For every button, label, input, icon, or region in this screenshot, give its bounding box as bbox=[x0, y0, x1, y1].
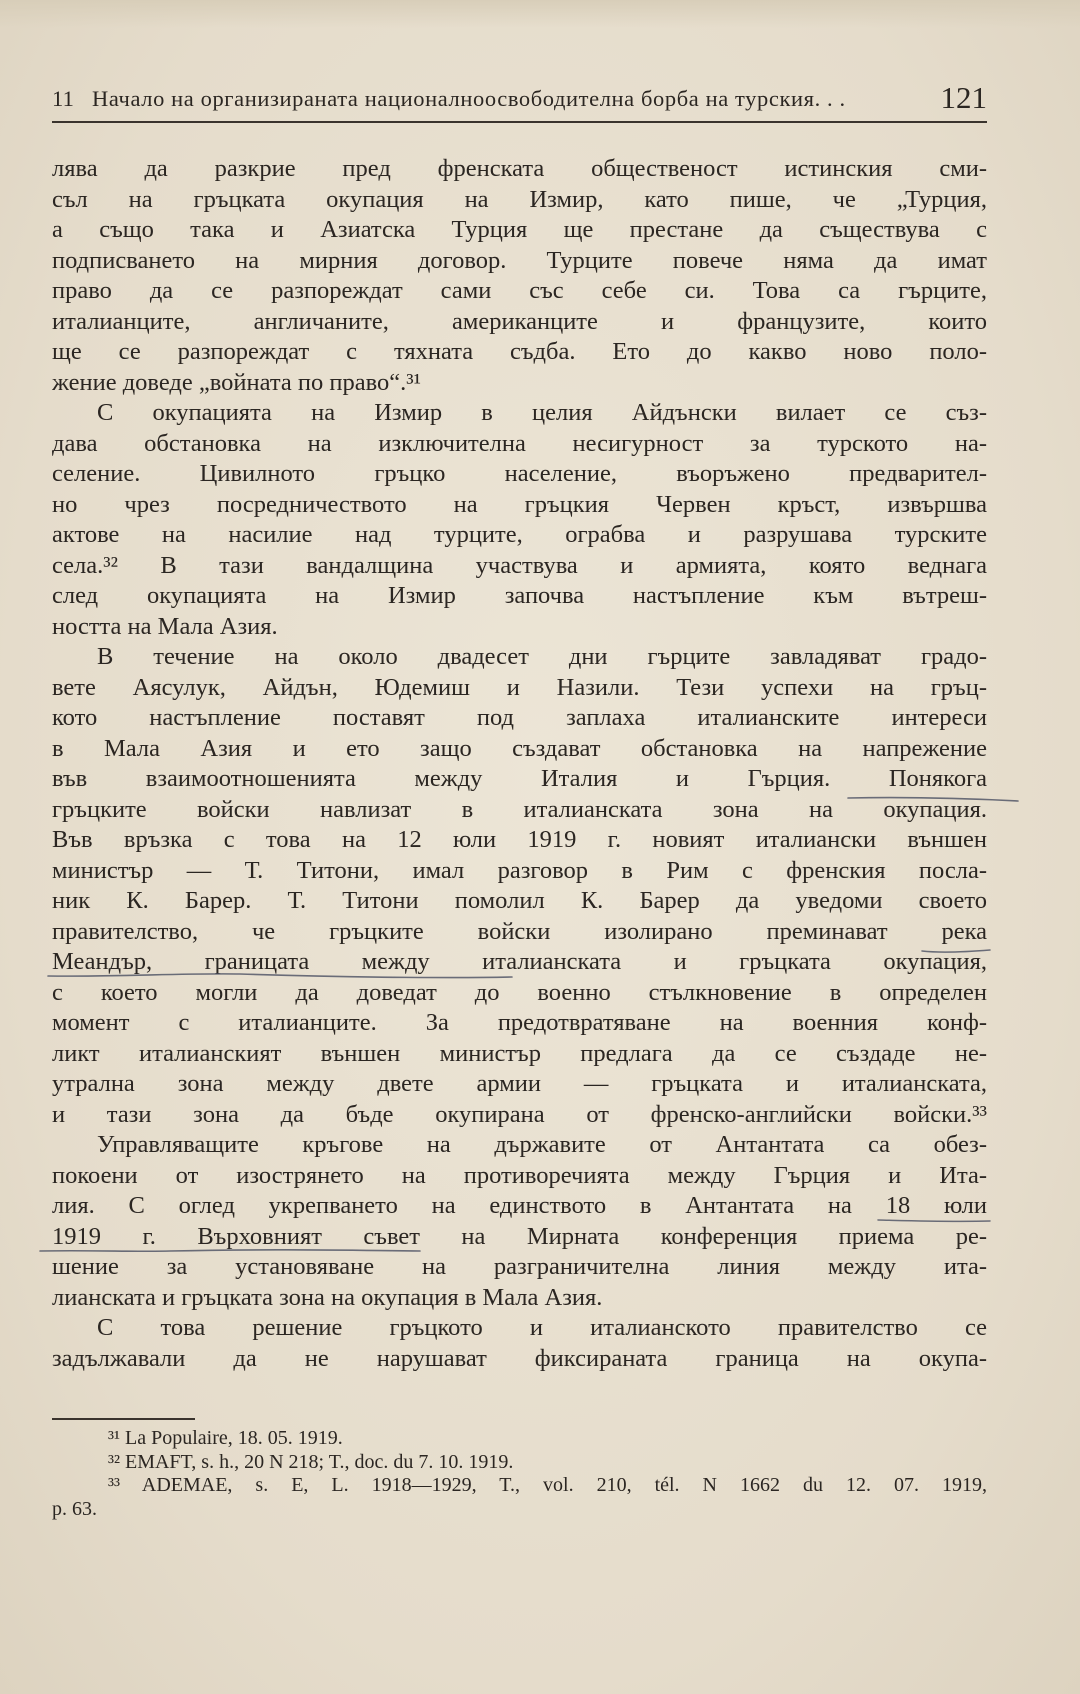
text-line: но чрез посредничеството на гръцкия Червен кръст, извършва bbox=[52, 490, 987, 518]
text-line: селение. Цивилното гръцко население, въоръжено предварител- bbox=[52, 460, 987, 487]
text-line: В течение на около двадесет дни гърците завладяват градо- bbox=[97, 643, 987, 670]
chapter-number: 11 bbox=[52, 86, 75, 111]
text-line: лява да разкрие пред френската общественост истинския сми- bbox=[52, 155, 987, 182]
text-line: села.³² В тази вандалщина участвува и армията, която веднага bbox=[52, 551, 987, 579]
text-line: гръцките войски навлизат в италианската зона на окупация. bbox=[52, 795, 987, 823]
text-line: задължавали да не нарушават фиксираната граница на окупа- bbox=[52, 1344, 987, 1372]
text-line: съл на гръцката окупация на Измир, като пише, че „Турция, bbox=[52, 185, 987, 213]
text-line: право да се разпореждат сами със себе си. Това са гърците, bbox=[52, 277, 987, 304]
page-number: 121 bbox=[940, 80, 987, 115]
text-line: италианците, англичаните, американците и французите, които bbox=[52, 307, 987, 335]
text-line: С окупацията на Измир в целия Айдънски вилает се съз- bbox=[97, 399, 987, 426]
pencil-underline-ponyakoga bbox=[848, 798, 1018, 801]
text-line: дава обстановка на изключителна несигурност за турското на- bbox=[52, 429, 987, 457]
text-line: момент с италианците. За предотвратяване на военния конф- bbox=[52, 1009, 987, 1036]
text-line: кото настъпление поставят под заплаха италианските интереси bbox=[52, 704, 987, 731]
text-line: във взаимоотношенията между Италия и Гърция. Понякога bbox=[52, 765, 987, 792]
text-line: С това решение гръцкото и италианското правителство се bbox=[97, 1314, 987, 1341]
text-line: Меандър, границата между италианската и гръцката окупация, bbox=[52, 948, 987, 975]
text-line: лианската и гръцката зона на окупация в Мала Азия. bbox=[52, 1283, 603, 1311]
text-line: министър — Т. Титони, имал разговор в Рим с френския посла- bbox=[52, 856, 987, 884]
text-line: ще се разпореждат с тяхната съдба. Ето до какво ново поло- bbox=[52, 338, 987, 365]
text-line: а също така и Азиатска Турция ще престане да съществува с bbox=[52, 216, 987, 243]
pencil-underline-1919 bbox=[40, 1250, 420, 1251]
text-line: в Мала Азия и ето защо създават обстановка на напрежение bbox=[52, 734, 987, 762]
text-line: подписването на мирния договор. Турците повече няма да имат bbox=[52, 246, 987, 274]
footnote-33-continued: p. 63. bbox=[52, 1497, 97, 1520]
text-line: лия. С оглед укрепването на единството в Антантата на 18 юли bbox=[52, 1192, 987, 1219]
footnotes bbox=[52, 1427, 987, 1521]
footnote-32: ³² EMAFT, s. h., 20 N 218; T., doc. du 7. 10. 1919. bbox=[108, 1450, 514, 1473]
text-line: Управляващите кръгове на държавите от Антантата са обез- bbox=[97, 1131, 987, 1158]
text-line: покоени от изострянето на противоречията между Гърция и Ита- bbox=[52, 1161, 987, 1189]
footnote-31: ³¹ La Populaire, 18. 05. 1919. bbox=[108, 1427, 343, 1449]
text-line: правителство, че гръцките войски изолирано преминават река bbox=[52, 917, 987, 945]
text-line: с което могли да доведат до военно стълкновение в определен bbox=[52, 978, 987, 1006]
pencil-underline-reka bbox=[922, 950, 990, 952]
text-line: вете Аясулук, Айдън, Юдемиш и Назили. Тези успехи на гръц- bbox=[52, 673, 987, 701]
text-line: ността на Мала Азия. bbox=[52, 612, 278, 640]
pencil-underline-meander-line bbox=[48, 974, 512, 978]
text-line: ликт италианският външен министър предлага да се създаде не- bbox=[52, 1039, 987, 1067]
text-line: актове на насилие над турците, ограбва и разрушава турските bbox=[52, 521, 987, 548]
text-line: след окупацията на Измир започва настъпление към вътреш- bbox=[52, 582, 987, 609]
running-head-title: Начало на организираната националноосвободителна борба на турския. . . bbox=[92, 86, 846, 111]
pencil-underline-18-july bbox=[878, 1220, 990, 1221]
footnote-33: ³³ ADEMAE, s. E, L. 1918—1929, T., vol. 210, tél. N 1662 du 12. 07. 1919, bbox=[108, 1474, 987, 1496]
footnote-rule bbox=[52, 1418, 195, 1420]
text-line: жение доведе „войната по право“.³¹ bbox=[52, 368, 421, 396]
text-line: шение за установяване на разграничителна линия между ита- bbox=[52, 1253, 987, 1280]
text-line: утрална зона между двете армии — гръцката и италианската, bbox=[52, 1070, 987, 1097]
text-line: Във връзка с това на 12 юли 1919 г. новият италиански външен bbox=[52, 826, 987, 853]
text-line: ник К. Барер. Т. Титони помолил К. Барер да уведоми своето bbox=[52, 887, 987, 914]
text-line: и тази зона да бъде окупирана от френско-английски войски.³³ bbox=[52, 1100, 987, 1128]
text-line: 1919 г. Върховният съвет на Мирната конференция приема ре- bbox=[52, 1222, 987, 1250]
